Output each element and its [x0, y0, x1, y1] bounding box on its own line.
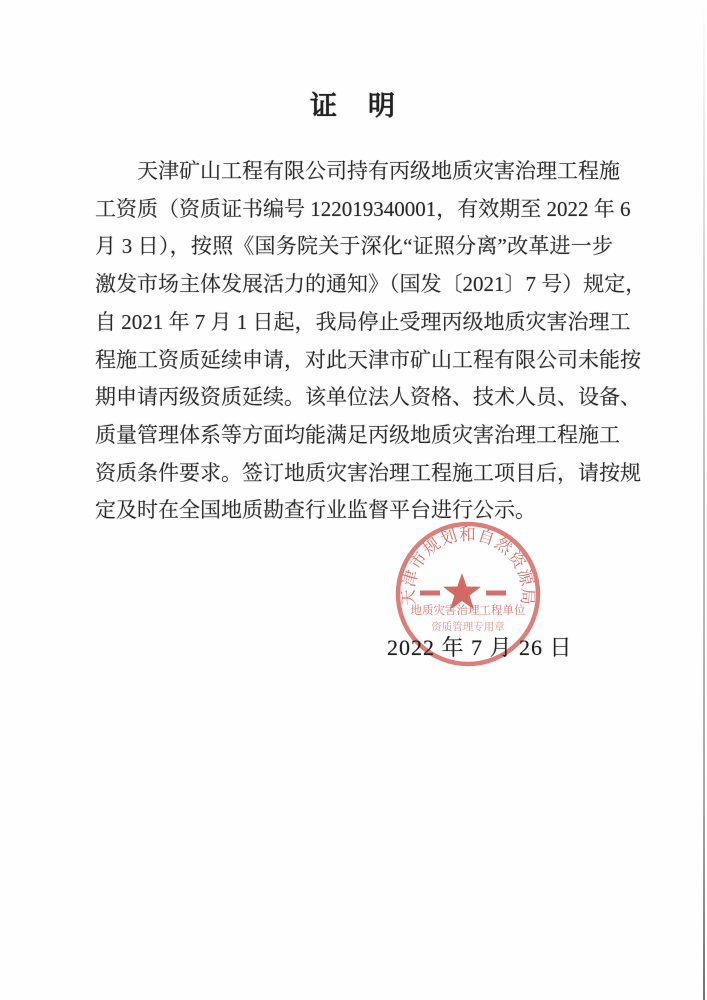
- scan-edge-artifact: [703, 0, 705, 1000]
- body-line: 资质条件要求。签订地质灾害治理工程施工项目后，请按规: [95, 460, 641, 485]
- body-line: 工资质（资质证书编号 122019340001，有效期至 2022 年 6: [95, 196, 631, 221]
- seal-caption-line2: 资质管理专用章: [431, 622, 505, 633]
- seal-dash-right: [486, 591, 506, 596]
- star-icon: [443, 573, 481, 609]
- document-date: 2022 年 7 月 26 日: [387, 635, 573, 660]
- body-line: 定及时在全国地质勘查行业监督平台进行公示。: [95, 498, 536, 523]
- body-line: 质量管理体系等方面均能满足丙级地质灾害治理工程施工: [95, 422, 620, 447]
- seal-dash-left: [420, 591, 440, 596]
- body-line: 期申请丙级资质延续。该单位法人资格、技术人员、设备、: [95, 385, 641, 410]
- body-line: 程施工资质延续申请，对此天津市矿山工程有限公司未能按: [95, 347, 641, 372]
- document-title: 证 明: [310, 91, 397, 121]
- document-body: [95, 153, 647, 530]
- body-line: 天津矿山工程有限公司持有丙级地质灾害治理工程施: [137, 159, 620, 183]
- body-line: 自 2021 年 7 月 1 日起，我局停止受理丙级地质灾害治理工: [95, 309, 631, 334]
- seal-caption-line1: 地质灾害治理工程单位: [410, 605, 526, 617]
- body-line: 月 3 日），按照《国务院关于深化“证照分离”改革进一步: [95, 234, 613, 259]
- seal-arc-text: 天津市规划和自然资源局: [398, 524, 538, 607]
- body-line: 激发市场主体发展活力的通知》（国发〔2021〕7 号）规定，: [95, 272, 647, 297]
